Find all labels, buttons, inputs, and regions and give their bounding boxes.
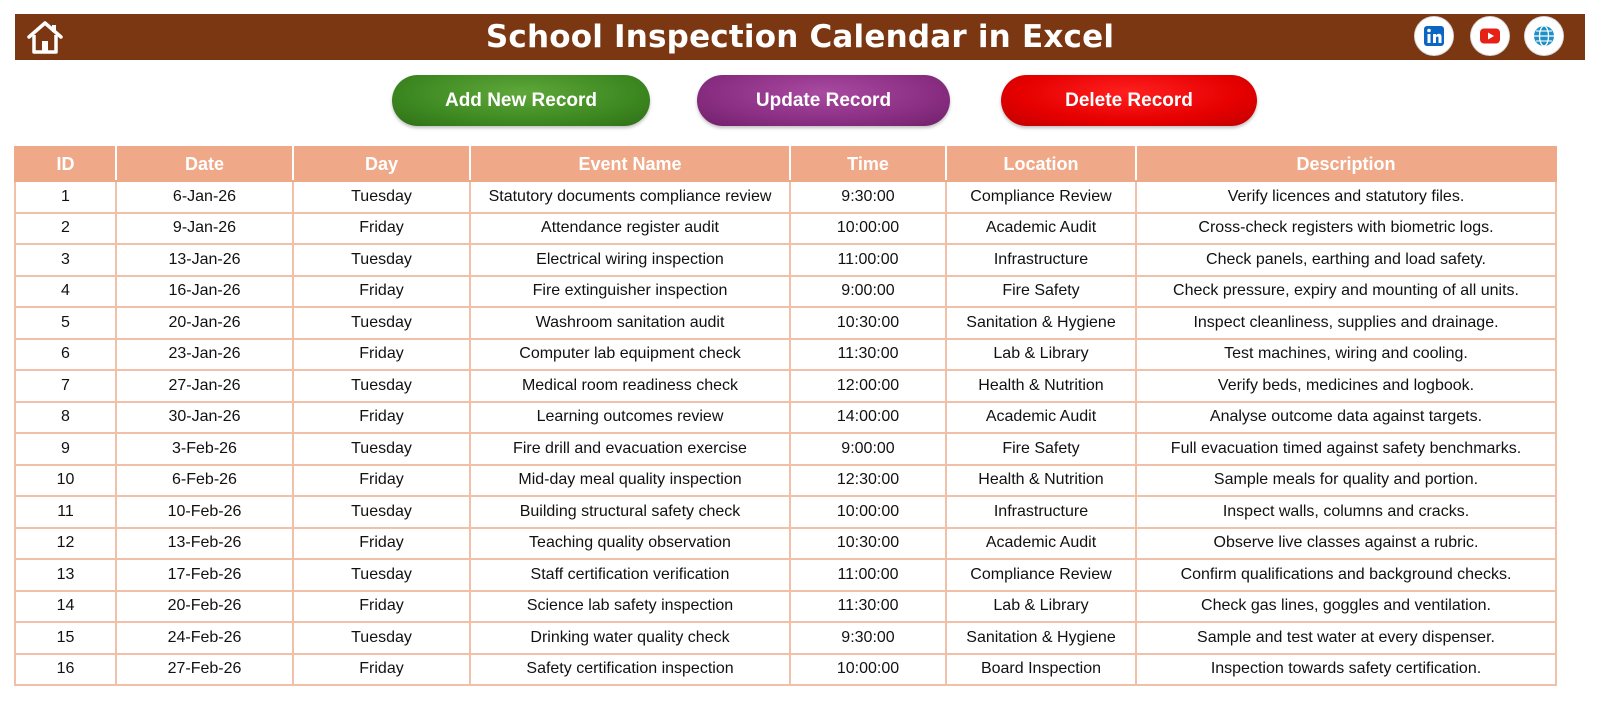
table-row[interactable] [15,654,1556,686]
table-row[interactable] [15,276,1556,308]
event-name-cell[interactable]: Science lab safety inspection [470,591,790,623]
time-cell[interactable]: 11:00:00 [790,244,946,276]
day-cell[interactable]: Tuesday [293,370,470,402]
time-cell[interactable]: 11:00:00 [790,559,946,591]
id-cell[interactable]: 12 [15,528,116,560]
location-cell[interactable]: Sanitation & Hygiene [946,622,1136,654]
time-cell[interactable]: 10:30:00 [790,307,946,339]
time-cell[interactable]: 9:00:00 [790,433,946,465]
id-cell[interactable]: 4 [15,276,116,308]
date-cell[interactable]: 16-Jan-26 [116,276,293,308]
table-header-row [15,147,1556,181]
date-cell[interactable]: 13-Jan-26 [116,244,293,276]
location-cell[interactable]: Academic Audit [946,213,1136,245]
id-cell[interactable]: 7 [15,370,116,402]
description-cell[interactable]: Inspect walls, columns and cracks. [1136,496,1556,528]
description-cell[interactable]: Observe live classes against a rubric. [1136,528,1556,560]
description-cell[interactable]: Verify beds, medicines and logbook. [1136,370,1556,402]
table-row[interactable] [15,591,1556,623]
column-header-date[interactable]: Date [116,147,293,181]
description-cell[interactable]: Full evacuation timed against safety benchmarks. [1136,433,1556,465]
table-row[interactable] [15,528,1556,560]
date-cell[interactable]: 30-Jan-26 [116,402,293,434]
date-cell[interactable]: 27-Jan-26 [116,370,293,402]
inspection-table [14,146,1557,686]
description-cell[interactable]: Sample meals for quality and portion. [1136,465,1556,497]
event-name-cell[interactable]: Fire drill and evacuation exercise [470,433,790,465]
day-cell[interactable]: Friday [293,276,470,308]
event-name-cell[interactable]: Washroom sanitation audit [470,307,790,339]
date-cell[interactable]: 27-Feb-26 [116,654,293,686]
date-cell[interactable]: 13-Feb-26 [116,528,293,560]
event-name-cell[interactable]: Mid-day meal quality inspection [470,465,790,497]
day-cell[interactable]: Friday [293,528,470,560]
event-name-cell[interactable]: Statutory documents compliance review [470,181,790,213]
description-cell[interactable]: Inspect cleanliness, supplies and drainage. [1136,307,1556,339]
table-row[interactable] [15,339,1556,371]
date-cell[interactable]: 17-Feb-26 [116,559,293,591]
event-name-cell[interactable]: Fire extinguisher inspection [470,276,790,308]
time-cell[interactable]: 12:00:00 [790,370,946,402]
location-cell[interactable]: Lab & Library [946,591,1136,623]
description-cell[interactable]: Check gas lines, goggles and ventilation. [1136,591,1556,623]
event-name-cell[interactable]: Medical room readiness check [470,370,790,402]
description-cell[interactable]: Cross-check registers with biometric logs. [1136,213,1556,245]
delete-record-button[interactable]: Delete Record [1001,75,1257,126]
event-name-cell[interactable]: Safety certification inspection [470,654,790,686]
table-row[interactable] [15,465,1556,497]
day-cell[interactable]: Tuesday [293,181,470,213]
description-cell[interactable]: Sample and test water at every dispenser. [1136,622,1556,654]
location-cell[interactable]: Board Inspection [946,654,1136,686]
time-cell[interactable]: 9:30:00 [790,622,946,654]
time-cell[interactable]: 12:30:00 [790,465,946,497]
id-cell[interactable]: 14 [15,591,116,623]
date-cell[interactable]: 20-Jan-26 [116,307,293,339]
date-cell[interactable]: 20-Feb-26 [116,591,293,623]
date-cell[interactable]: 3-Feb-26 [116,433,293,465]
location-cell[interactable]: Infrastructure [946,244,1136,276]
column-header-time[interactable]: Time [790,147,946,181]
add-new-record-button[interactable]: Add New Record [392,75,650,126]
globe-icon[interactable] [1525,17,1563,55]
update-record-button[interactable]: Update Record [697,75,950,126]
description-cell[interactable]: Test machines, wiring and cooling. [1136,339,1556,371]
day-cell[interactable]: Friday [293,591,470,623]
column-header-description[interactable]: Description [1136,147,1556,181]
description-cell[interactable]: Confirm qualifications and background checks. [1136,559,1556,591]
id-cell[interactable]: 3 [15,244,116,276]
table-row[interactable] [15,181,1556,213]
description-cell[interactable]: Inspection towards safety certification. [1136,654,1556,686]
column-header-event-name[interactable]: Event Name [470,147,790,181]
table-body [15,181,1556,685]
location-cell[interactable]: Fire Safety [946,433,1136,465]
id-cell[interactable]: 9 [15,433,116,465]
id-cell[interactable]: 1 [15,181,116,213]
id-cell[interactable]: 16 [15,654,116,686]
day-cell[interactable]: Friday [293,213,470,245]
event-name-cell[interactable]: Computer lab equipment check [470,339,790,371]
table-row[interactable] [15,559,1556,591]
id-cell[interactable]: 11 [15,496,116,528]
description-cell[interactable]: Check pressure, expiry and mounting of all units. [1136,276,1556,308]
column-header-location[interactable]: Location [946,147,1136,181]
time-cell[interactable]: 10:00:00 [790,654,946,686]
table-row[interactable] [15,370,1556,402]
day-cell[interactable]: Tuesday [293,496,470,528]
time-cell[interactable]: 9:00:00 [790,276,946,308]
table-row[interactable] [15,307,1556,339]
table-row[interactable] [15,622,1556,654]
location-cell[interactable]: Lab & Library [946,339,1136,371]
column-header-day[interactable]: Day [293,147,470,181]
id-cell[interactable]: 10 [15,465,116,497]
title-bar [15,14,1585,60]
day-cell[interactable]: Friday [293,339,470,371]
location-cell[interactable]: Health & Nutrition [946,370,1136,402]
table-row[interactable] [15,433,1556,465]
day-cell[interactable]: Friday [293,465,470,497]
event-name-cell[interactable]: Building structural safety check [470,496,790,528]
location-cell[interactable]: Infrastructure [946,496,1136,528]
linkedin-icon[interactable] [1415,17,1453,55]
event-name-cell[interactable]: Teaching quality observation [470,528,790,560]
location-cell[interactable]: Compliance Review [946,181,1136,213]
day-cell[interactable]: Friday [293,402,470,434]
event-name-cell[interactable]: Drinking water quality check [470,622,790,654]
event-name-cell[interactable]: Learning outcomes review [470,402,790,434]
location-cell[interactable]: Compliance Review [946,559,1136,591]
event-name-cell[interactable]: Attendance register audit [470,213,790,245]
day-cell[interactable]: Tuesday [293,559,470,591]
location-cell[interactable]: Sanitation & Hygiene [946,307,1136,339]
location-cell[interactable]: Academic Audit [946,402,1136,434]
time-cell[interactable]: 14:00:00 [790,402,946,434]
column-header-id[interactable]: ID [15,147,116,181]
id-cell[interactable]: 8 [15,402,116,434]
time-cell[interactable]: 10:30:00 [790,528,946,560]
day-cell[interactable]: Tuesday [293,433,470,465]
time-cell[interactable]: 11:30:00 [790,591,946,623]
date-cell[interactable]: 23-Jan-26 [116,339,293,371]
date-cell[interactable]: 9-Jan-26 [116,213,293,245]
day-cell[interactable]: Tuesday [293,622,470,654]
page-title: School Inspection Calendar in Excel [485,19,1115,55]
day-cell[interactable]: Friday [293,654,470,686]
day-cell[interactable]: Tuesday [293,244,470,276]
day-cell[interactable]: Tuesday [293,307,470,339]
location-cell[interactable]: Academic Audit [946,528,1136,560]
id-cell[interactable]: 5 [15,307,116,339]
id-cell[interactable]: 15 [15,622,116,654]
date-cell[interactable]: 6-Feb-26 [116,465,293,497]
time-cell[interactable]: 10:00:00 [790,213,946,245]
location-cell[interactable]: Fire Safety [946,276,1136,308]
id-cell[interactable]: 13 [15,559,116,591]
time-cell[interactable]: 10:00:00 [790,496,946,528]
id-cell[interactable]: 6 [15,339,116,371]
date-cell[interactable]: 10-Feb-26 [116,496,293,528]
location-cell[interactable]: Health & Nutrition [946,465,1136,497]
table-row[interactable] [15,244,1556,276]
time-cell[interactable]: 9:30:00 [790,181,946,213]
description-cell[interactable]: Check panels, earthing and load safety. [1136,244,1556,276]
youtube-icon[interactable] [1471,17,1509,55]
description-cell[interactable]: Analyse outcome data against targets. [1136,402,1556,434]
time-cell[interactable]: 11:30:00 [790,339,946,371]
event-name-cell[interactable]: Electrical wiring inspection [470,244,790,276]
event-name-cell[interactable]: Staff certification verification [470,559,790,591]
date-cell[interactable]: 6-Jan-26 [116,181,293,213]
table-row[interactable] [15,402,1556,434]
table-row[interactable] [15,496,1556,528]
table-row[interactable] [15,213,1556,245]
id-cell[interactable]: 2 [15,213,116,245]
description-cell[interactable]: Verify licences and statutory files. [1136,181,1556,213]
date-cell[interactable]: 24-Feb-26 [116,622,293,654]
